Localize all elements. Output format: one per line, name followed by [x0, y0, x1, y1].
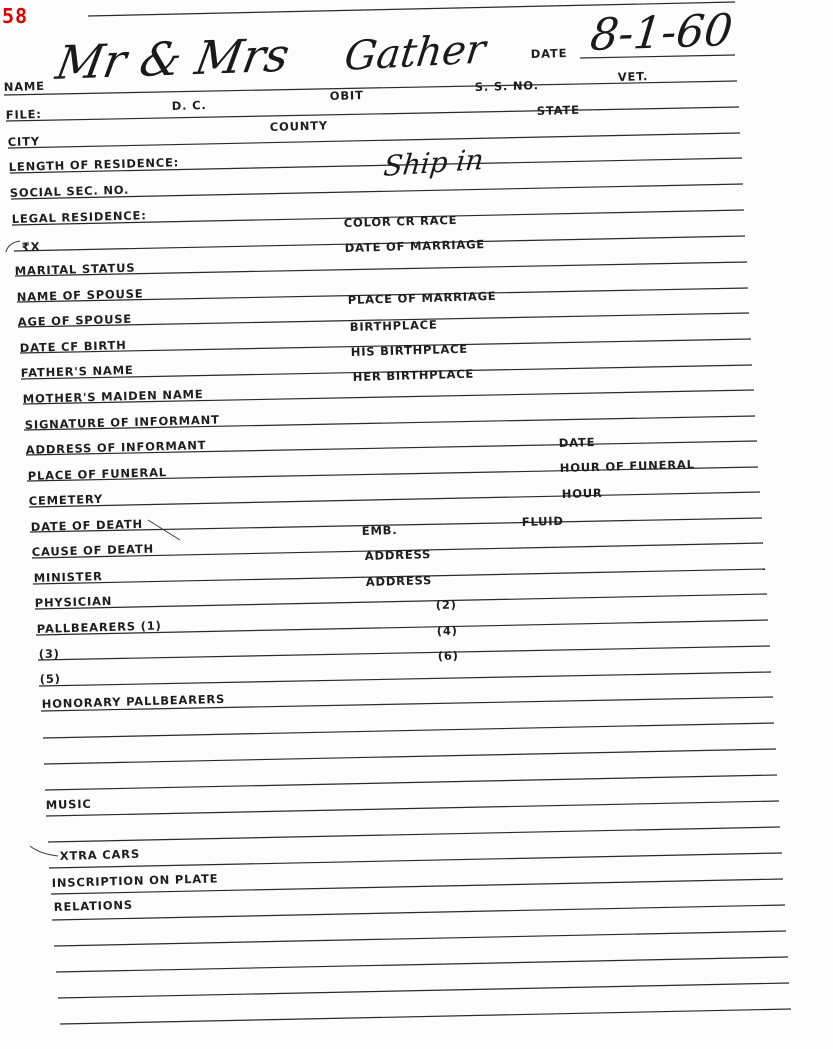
name-label: NAME	[3, 78, 46, 94]
handwritten-social-sec-no: Ship in	[382, 142, 486, 183]
vet-label: VET.	[617, 69, 649, 84]
minister-label: MINISTER	[33, 569, 103, 585]
file-label: FILE:	[5, 107, 42, 122]
state-label: STATE	[536, 102, 580, 118]
fathers-name-label: FATHER'S NAME	[20, 362, 134, 380]
pallbearer-3-label: (3)	[38, 646, 60, 661]
cemetery-label: CEMETERY	[28, 491, 104, 508]
place-of-marriage-label: PLACE OF MARRIAGE	[347, 288, 497, 307]
address-of-informant-label: ADDRESS OF INFORMANT	[25, 437, 207, 457]
ss-no-label: S. S. NO.	[474, 78, 540, 94]
handwritten-date: 8-1-60	[588, 4, 736, 61]
his-birthplace-label: HIS BIRTHPLACE	[350, 341, 469, 359]
honorary-pallbearers-label: HONORARY PALLBEARERS	[41, 691, 226, 711]
pallbearers-label: PALLBEARERS (1)	[36, 618, 162, 636]
social-sec-no-label: SOCIAL SEC. NO.	[9, 182, 130, 200]
obit-label: OBIT	[329, 88, 364, 103]
birthplace-label: BIRTHPLACE	[349, 317, 438, 334]
signature-of-informant-label: SIGNATURE OF INFORMANT	[24, 412, 220, 432]
place-of-funeral-label: PLACE OF FUNERAL	[27, 465, 168, 483]
sex-label: ₹X	[21, 239, 41, 254]
handwritten-surname: Gather	[342, 26, 488, 80]
hour-of-funeral-label: HOUR OF FUNERAL	[559, 457, 695, 475]
dc-label: D. C.	[171, 98, 207, 113]
page-number: 58	[2, 4, 29, 28]
pallbearer-4-label: (4)	[436, 623, 458, 638]
cause-of-death-label: CAUSE OF DEATH	[31, 541, 155, 559]
address-label-2: ADDRESS	[365, 573, 433, 589]
color-or-race-label: COLOR CR RACE	[343, 212, 458, 230]
funeral-date-label: DATE	[558, 434, 596, 450]
date-of-birth-label: DATE CF BIRTH	[19, 338, 127, 355]
age-of-spouse-label: AGE OF SPOUSE	[17, 311, 133, 329]
length-of-residence-label: LENGTH OF RESIDENCE:	[8, 155, 180, 174]
pallbearer-5-label: (5)	[39, 671, 61, 686]
extra-cars-label: XTRA CARS	[59, 846, 141, 863]
handwritten-name: Mr & Mrs	[52, 27, 294, 90]
address-label-1: ADDRESS	[364, 547, 432, 563]
physician-label: PHYSICIAN	[34, 593, 113, 610]
mothers-maiden-name-label: MOTHER'S MAIDEN NAME	[22, 386, 204, 406]
legal-residence-label: LEGAL RESIDENCE:	[11, 208, 147, 226]
relations-label: RELATIONS	[53, 897, 134, 914]
inscription-on-plate-label: INSCRIPTION ON PLATE	[51, 871, 219, 890]
fluid-label: FLUID	[521, 513, 564, 529]
date-label: DATE	[530, 45, 568, 61]
her-birthplace-label: HER BIRTHPLACE	[352, 366, 475, 384]
music-label: MUSIC	[45, 796, 92, 812]
marital-status-label: MARITAL STATUS	[14, 260, 136, 278]
date-of-marriage-label: DATE OF MARRIAGE	[344, 237, 486, 255]
city-label: CITY	[7, 134, 41, 149]
county-label: COUNTY	[269, 118, 329, 134]
hour-label: HOUR	[561, 485, 603, 501]
date-of-death-label: DATE OF DEATH	[30, 516, 144, 534]
emb-label: EMB.	[361, 523, 398, 538]
pallbearer-6-label: (6)	[437, 648, 459, 663]
pallbearer-2-label: (2)	[435, 597, 457, 612]
name-of-spouse-label: NAME OF SPOUSE	[16, 286, 144, 304]
